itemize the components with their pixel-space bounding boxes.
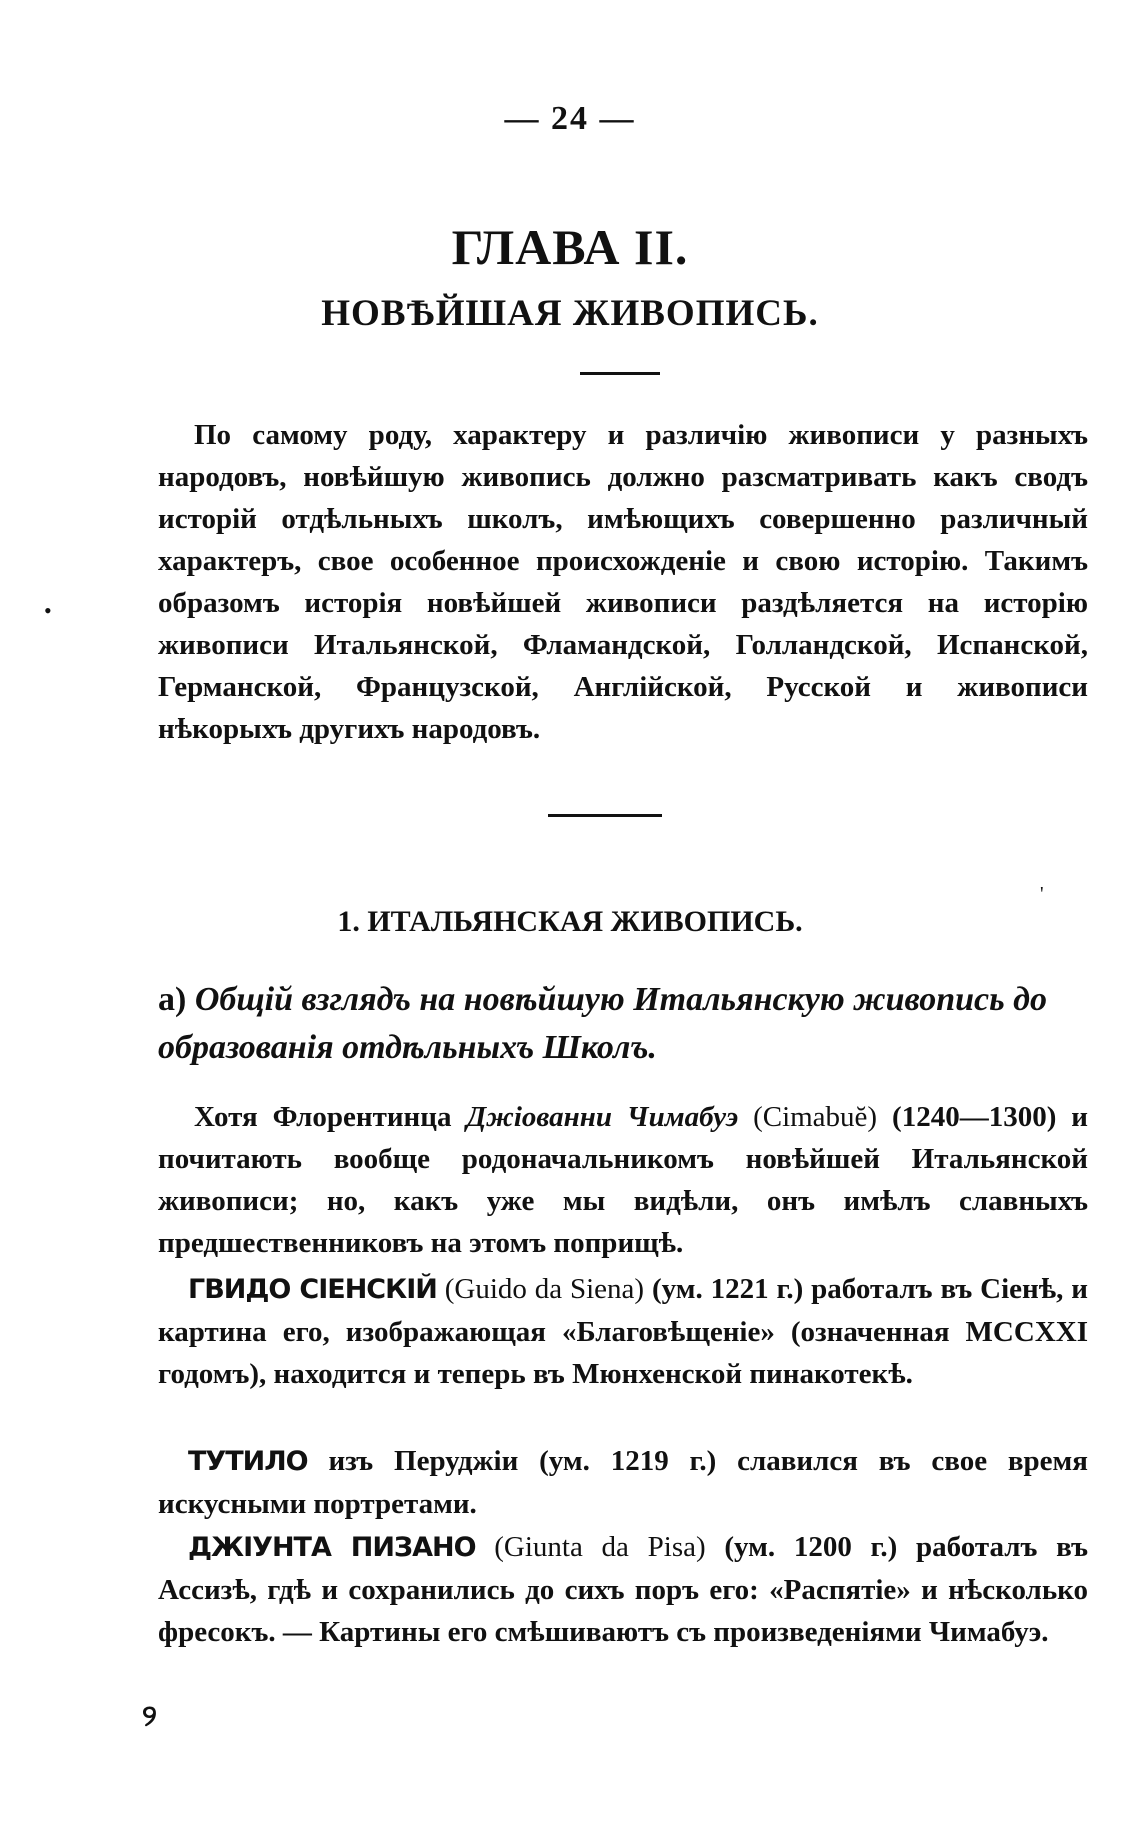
page-number: — 24 — <box>504 100 636 137</box>
paragraph-guido <box>158 1268 1088 1395</box>
person-name: Джіованни Чимабуэ <box>466 1101 739 1133</box>
margin-dot-mark: • <box>44 598 52 623</box>
divider-rule <box>580 372 660 375</box>
latin-name: (Giunta da Pisa) <box>475 1531 706 1563</box>
margin-tick-mark: ' <box>1040 883 1044 905</box>
latin-name: (Cimabuĕ) <box>738 1101 878 1133</box>
person-name: ГВИДО СІЕНСКІЙ <box>188 1274 437 1305</box>
chapter-subtitle: НОВѢЙШАЯ ЖИВОПИСЬ. <box>321 293 819 334</box>
paragraph-tutilo <box>158 1440 1088 1525</box>
paragraph-cimabue <box>158 1096 1088 1264</box>
subsection-title: Общій взглядъ на новѣйшую Итальянскую живопись до образованія отдѣльныхъ Школъ. <box>158 981 1048 1066</box>
latin-name: (Guido da Siena) <box>436 1273 645 1305</box>
text-run: (ум. 1221 г.) работалъ въ Сіенѣ, и картина его, изображающая «Благовѣщеніе» (означенная MCCXXI годомъ), находится и теперь въ Мюнхенской пинакотекѣ. <box>158 1273 1088 1390</box>
subsection-heading <box>158 976 1088 1072</box>
flourish-mark: ୨ <box>142 1700 157 1733</box>
subsection-letter: а) <box>158 981 187 1018</box>
text-run: (1240—1300) и почитають вообще родоначальникомъ новѣйшей Итальянской живописи; но, какъ уже мы видѣли, онъ имѣлъ славныхъ предшественниковъ на этомъ поприщѣ. <box>158 1101 1088 1259</box>
intro-paragraph: По самому роду, характеру и различію живописи у разныхъ народовъ, новѣйшую живопись должно разсматривать какъ сводъ исторій отдѣльныхъ школъ, имѣющихъ совершенно различный характеръ, свое особенное происхожденіе и свою исторію. Такимъ образомъ исторія новѣйшей живописи раздѣляется на исторію живописи Итальянской, Фламандской, Голландской, Испанской, Германской, Французской, Англійской, Русской и живописи нѣкорыхъ другихъ народовъ. <box>158 419 1088 745</box>
paragraph-giunta <box>158 1526 1088 1653</box>
chapter-title: ГЛАВА II. <box>451 219 689 275</box>
text-run: Хотя Флорентинца <box>194 1101 467 1133</box>
person-name: ТУТИЛО <box>188 1446 308 1477</box>
person-name: ДЖІУНТА ПИЗАНО <box>188 1532 476 1563</box>
text-run: изъ Перуджіи (ум. 1219 г.) славился въ свое время искусными портретами. <box>158 1445 1088 1520</box>
text-run: (ум. 1200 г.) работалъ въ Ассизѣ, гдѣ и сохранились до сихъ поръ его: «Распятіе» и нѣсколько фресокъ. — Картины его смѣшиваютъ съ произведеніями Чимабуэ. <box>158 1531 1088 1648</box>
section-heading: 1. ИТАЛЬЯНСКАЯ ЖИВОПИСЬ. <box>337 905 803 938</box>
divider-rule <box>548 814 662 817</box>
